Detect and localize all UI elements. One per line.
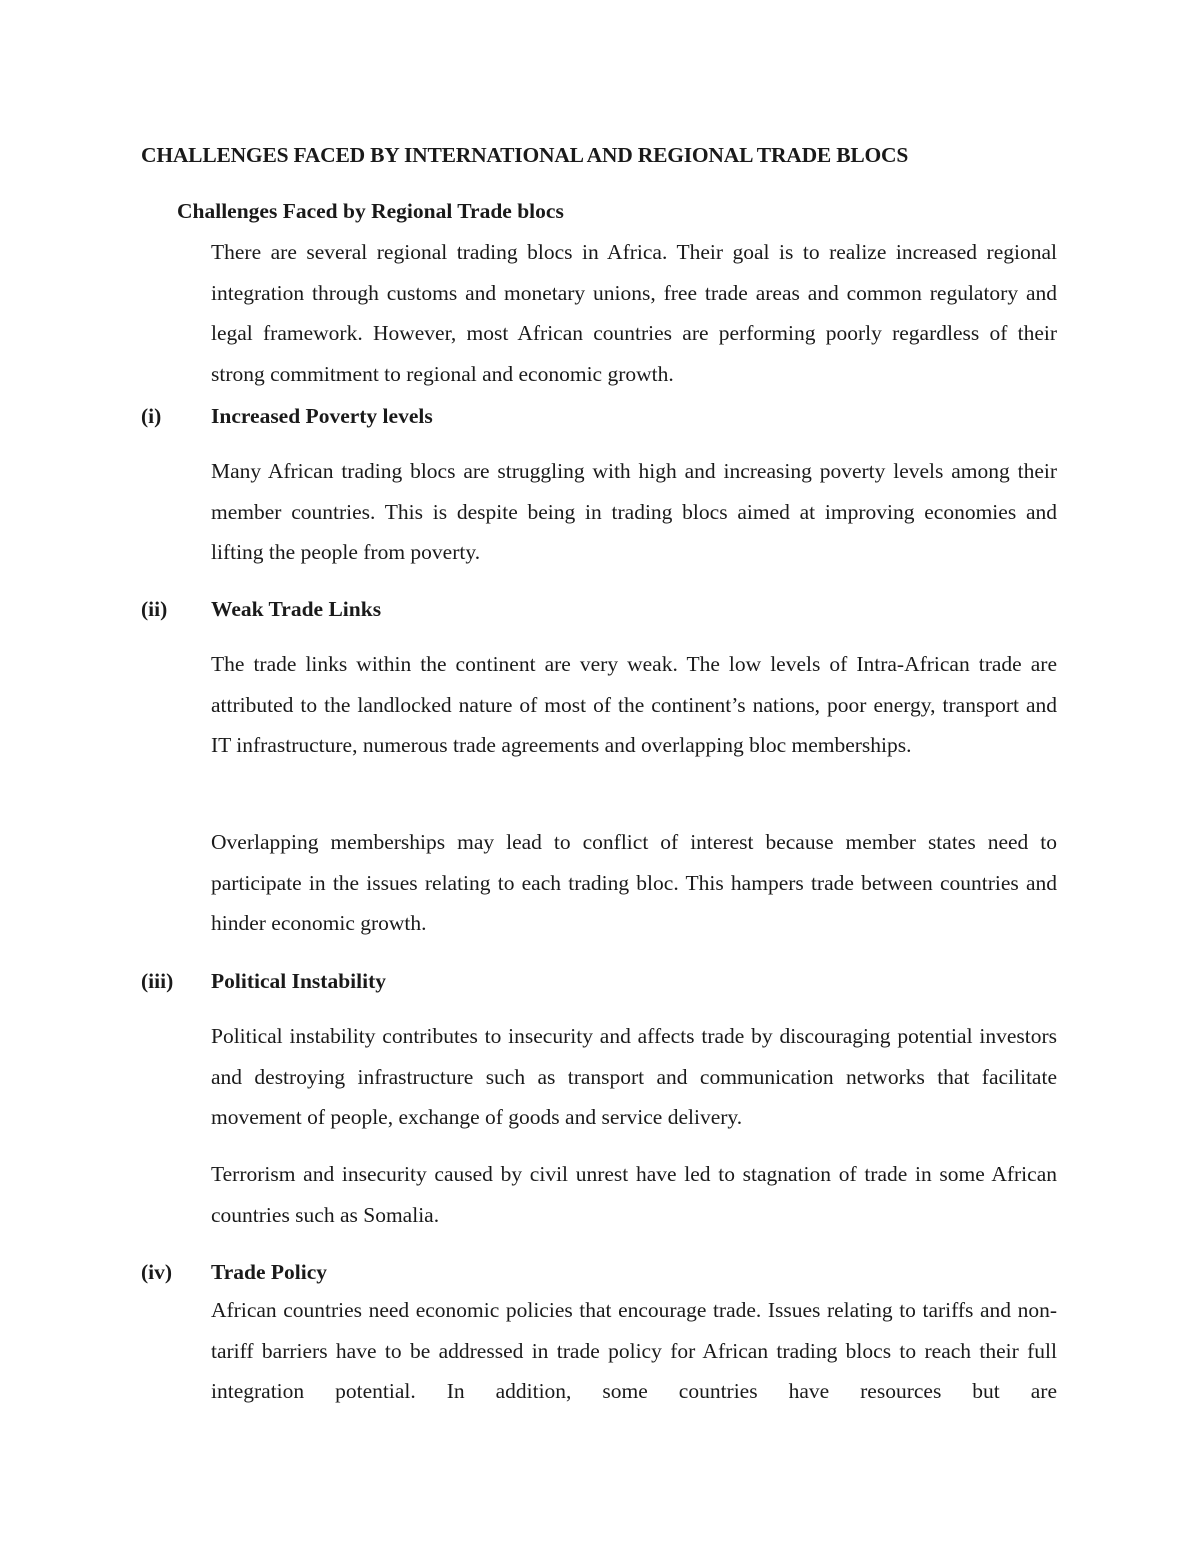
section-subheading: Challenges Faced by Regional Trade blocs (177, 199, 564, 223)
trade-links-paragraph-1: The trade links within the continent are very weak. The low levels of Intra-African trade are attributed to the landlocked nature of most of the continent’s nations, poor energy, transport and IT infrastructure, numerous trade agreements and overlapping bloc memberships. (211, 652, 1057, 758)
document-title: CHALLENGES FACED BY INTERNATIONAL AND REGIONAL TRADE BLOCS (141, 143, 909, 167)
poverty-paragraph: Many African trading blocs are struggling with high and increasing poverty levels among their member countries. This is despite being in trading blocs aimed at improving economies and lifting the people from poverty. (211, 459, 1057, 565)
political-paragraph-1: Political instability contributes to insecurity and affects trade by discouraging potential investors and destroying infrastructure such as transport and communication networks that facilitate movement of people, exchange of goods and service delivery. (211, 1024, 1057, 1130)
trade-links-paragraph-2: Overlapping memberships may lead to conflict of interest because member states need to participate in the issues relating to each trading bloc. This hampers trade between countries and hinder economic growth. (211, 830, 1057, 936)
section-heading-poverty: Increased Poverty levels (211, 404, 433, 428)
section-heading-political: Political Instability (211, 969, 386, 993)
section-number-i: (i) (141, 404, 162, 428)
section-heading-trade-policy: Trade Policy (211, 1260, 328, 1284)
section-number-iv: (iv) (141, 1260, 173, 1284)
intro-paragraph: There are several regional trading blocs in Africa. Their goal is to realize increased regional integration through customs and monetary unions, free trade areas and common regulatory and legal framework. However, most African countries are performing poorly regardless of their strong commitment to regional and economic growth. (211, 240, 1057, 386)
section-number-iii: (iii) (141, 969, 174, 993)
section-number-ii: (ii) (141, 597, 168, 621)
political-paragraph-2: Terrorism and insecurity caused by civil unrest have led to stagnation of trade in some African countries such as Somalia. (211, 1162, 1057, 1227)
section-heading-trade-links: Weak Trade Links (211, 597, 382, 621)
trade-policy-paragraph: African countries need economic policies that encourage trade. Issues relating to tariffs and non-tariff barriers have to be addressed in trade policy for African trading blocs to reach their full integration potential. In addition, some countries have resources but are (211, 1298, 1057, 1404)
